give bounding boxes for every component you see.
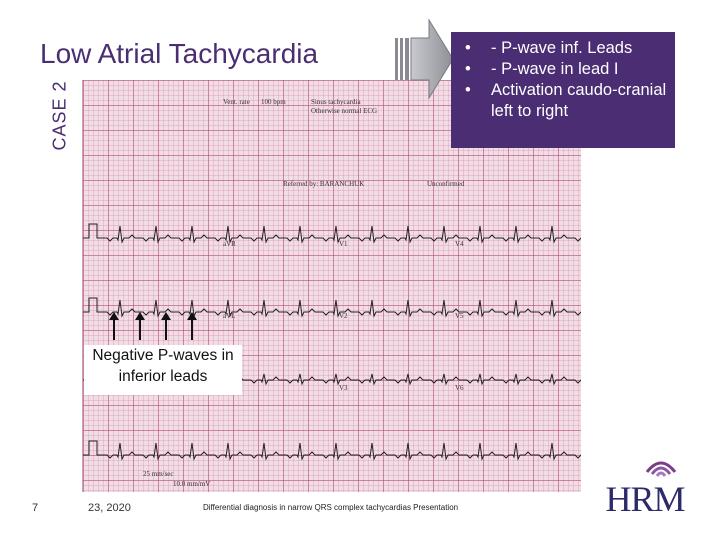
hrm-logo xyxy=(595,448,695,520)
annotation-arrows xyxy=(100,312,210,342)
case-label xyxy=(40,60,80,170)
annotation-label: Negative P-waves in inferior leads xyxy=(84,345,242,395)
callout-box xyxy=(451,32,675,148)
ecg-lead-label: aVL xyxy=(223,312,236,320)
slide-date: 23, 2020 xyxy=(88,502,131,514)
right-arrow-icon xyxy=(393,18,455,104)
ecg-header-dx: Sinus tachycardia xyxy=(311,98,361,106)
ecg-lead-label: V3 xyxy=(339,384,348,392)
ecg-speed: 25 mm/sec xyxy=(143,470,174,478)
callout-bullet: • Activation caudo-cranial left to right xyxy=(463,80,667,122)
callout-bullets xyxy=(463,38,667,122)
ecg-trace xyxy=(83,441,581,459)
callout-bullet: • - P-wave inf. Leads xyxy=(463,38,667,59)
ecg-referred-by: Referred by: BARANCHUK xyxy=(283,180,365,188)
ecg-lead-label: V5 xyxy=(455,312,464,320)
case-label-text: CASE 2 xyxy=(49,79,70,151)
ecg-header-dx2: Otherwise normal ECG xyxy=(311,107,378,115)
ecg-header-rate: 100 bpm xyxy=(261,98,286,106)
ecg-lead-label: aVR xyxy=(223,240,236,248)
callout-bullet: • - P-wave in lead I xyxy=(463,59,667,80)
logo-text: HRM xyxy=(605,479,685,519)
ecg-lead-label: V4 xyxy=(455,240,464,248)
ecg-lead-label: V2 xyxy=(339,312,348,320)
footer-caption: Differential diagnosis in narrow QRS complex tachycardias Presentation xyxy=(203,503,459,512)
ecg-lead-label: V1 xyxy=(339,240,348,248)
slide-title: Low Atrial Tachycardia xyxy=(40,38,319,69)
ecg-trace xyxy=(83,224,581,242)
slide-number: 7 xyxy=(32,502,39,514)
ecg-lead-label: V6 xyxy=(455,384,464,392)
up-arrow-icon xyxy=(187,312,197,340)
up-arrow-icon xyxy=(109,312,119,340)
ecg-gain: 10.0 mm/mV xyxy=(173,480,211,488)
ecg-header-label: Vent. rate xyxy=(223,98,250,106)
wifi-signal-icon xyxy=(641,450,681,480)
ecg-unconfirmed: Unconfirmed xyxy=(427,180,465,188)
up-arrow-icon xyxy=(161,312,171,340)
up-arrow-icon xyxy=(135,312,145,340)
